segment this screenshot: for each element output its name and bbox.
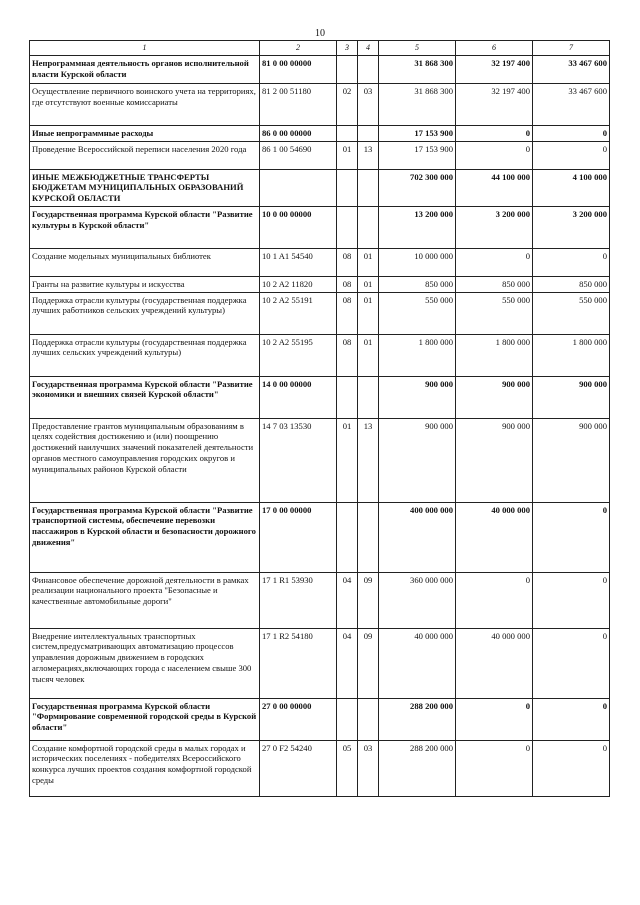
row-subsection-cell — [358, 502, 379, 572]
table-row — [30, 292, 610, 334]
row-amount-cell-2: 900 000 — [456, 418, 533, 502]
row-amount-cell-2: 900 000 — [456, 376, 533, 418]
row-section-cell: 01 — [337, 418, 358, 502]
table-row — [30, 628, 610, 698]
row-amount-cell-1: 31 868 300 — [379, 56, 456, 84]
row-subsection-cell — [358, 126, 379, 142]
row-amount-cell-1: 900 000 — [379, 376, 456, 418]
row-section-cell: 04 — [337, 628, 358, 698]
row-amount-cell-1: 900 000 — [379, 418, 456, 502]
row-name-cell: Гранты на развитие культуры и искусства — [30, 276, 260, 292]
row-amount-cell-3: 0 — [533, 502, 610, 572]
row-code-cell: 81 0 00 00000 — [260, 56, 337, 84]
row-amount-cell-2: 0 — [456, 740, 533, 796]
row-amount-cell-2: 40 000 000 — [456, 628, 533, 698]
row-amount-cell-2: 0 — [456, 572, 533, 628]
table-row — [30, 169, 610, 206]
row-amount-cell-3: 0 — [533, 248, 610, 276]
row-section-cell: 02 — [337, 84, 358, 126]
row-amount-cell-3: 4 100 000 — [533, 169, 610, 206]
row-amount-cell-1: 13 200 000 — [379, 206, 456, 248]
row-name-cell: Проведение Всероссийской переписи населения 2020 года — [30, 141, 260, 169]
row-subsection-cell: 13 — [358, 141, 379, 169]
row-amount-cell-2: 40 000 000 — [456, 502, 533, 572]
row-name-cell: Государственная программа Курской области "Развитие транспортной системы, обеспечение перевозки пассажиров в Курской области и безопасности дорожного движения" — [30, 502, 260, 572]
row-subsection-cell — [358, 169, 379, 206]
row-amount-cell-3: 0 — [533, 698, 610, 740]
row-subsection-cell: 01 — [358, 276, 379, 292]
table-row — [30, 418, 610, 502]
table-row — [30, 56, 610, 84]
row-subsection-cell — [358, 698, 379, 740]
row-subsection-cell: 01 — [358, 334, 379, 376]
column-header: 4 — [358, 41, 379, 56]
row-section-cell: 08 — [337, 334, 358, 376]
row-section-cell: 08 — [337, 276, 358, 292]
table-row — [30, 84, 610, 126]
row-section-cell — [337, 126, 358, 142]
row-section-cell — [337, 169, 358, 206]
row-amount-cell-1: 40 000 000 — [379, 628, 456, 698]
row-amount-cell-3: 900 000 — [533, 376, 610, 418]
row-code-cell: 10 2 A2 55195 — [260, 334, 337, 376]
row-amount-cell-3: 1 800 000 — [533, 334, 610, 376]
row-amount-cell-1: 850 000 — [379, 276, 456, 292]
row-code-cell: 10 1 A1 54540 — [260, 248, 337, 276]
table-row — [30, 141, 610, 169]
row-amount-cell-3: 33 467 600 — [533, 56, 610, 84]
table-row — [30, 206, 610, 248]
row-code-cell: 10 2 A2 11820 — [260, 276, 337, 292]
row-amount-cell-2: 0 — [456, 126, 533, 142]
row-code-cell: 27 0 00 00000 — [260, 698, 337, 740]
budget-table — [29, 40, 610, 797]
row-name-cell: Осуществление первичного воинского учета на территориях, где отсутствуют военные комиссариаты — [30, 84, 260, 126]
row-amount-cell-1: 360 000 000 — [379, 572, 456, 628]
row-amount-cell-3: 850 000 — [533, 276, 610, 292]
row-name-cell: Государственная программа Курской области "Формирование современной городской среды в Курской области" — [30, 698, 260, 740]
row-amount-cell-2: 44 100 000 — [456, 169, 533, 206]
row-amount-cell-3: 900 000 — [533, 418, 610, 502]
column-header: 5 — [379, 41, 456, 56]
row-amount-cell-1: 702 300 000 — [379, 169, 456, 206]
row-name-cell: Иные непрограммные расходы — [30, 126, 260, 142]
column-header: 7 — [533, 41, 610, 56]
row-code-cell: 17 1 R1 53930 — [260, 572, 337, 628]
row-amount-cell-1: 288 200 000 — [379, 740, 456, 796]
row-section-cell: 04 — [337, 572, 358, 628]
row-section-cell: 08 — [337, 248, 358, 276]
row-amount-cell-3: 33 467 600 — [533, 84, 610, 126]
row-amount-cell-1: 288 200 000 — [379, 698, 456, 740]
table-row — [30, 276, 610, 292]
row-code-cell: 17 1 R2 54180 — [260, 628, 337, 698]
row-code-cell: 86 0 00 00000 — [260, 126, 337, 142]
row-section-cell — [337, 376, 358, 418]
row-code-cell: 27 0 F2 54240 — [260, 740, 337, 796]
row-code-cell: 81 2 00 51180 — [260, 84, 337, 126]
table-row — [30, 502, 610, 572]
row-amount-cell-2: 32 197 400 — [456, 56, 533, 84]
row-amount-cell-3: 0 — [533, 740, 610, 796]
column-header: 6 — [456, 41, 533, 56]
row-amount-cell-3: 0 — [533, 126, 610, 142]
row-amount-cell-2: 32 197 400 — [456, 84, 533, 126]
row-name-cell: Создание модельных муниципальных библиотек — [30, 248, 260, 276]
table-row — [30, 698, 610, 740]
row-name-cell: Внедрение интеллектуальных транспортных систем,предусматривающих автоматизацию процессов управления дорожным движением в городских агломерациях,включающих города с населением свыше 300 тысяч человек — [30, 628, 260, 698]
row-section-cell — [337, 698, 358, 740]
row-name-cell: Финансовое обеспечение дорожной деятельности в рамках реализации национального проекта "Безопасные и качественные автомобильные дороги" — [30, 572, 260, 628]
row-name-cell: Государственная программа Курской области "Развитие экономики и внешних связей Курской области" — [30, 376, 260, 418]
row-section-cell — [337, 206, 358, 248]
table-row — [30, 376, 610, 418]
row-code-cell: 10 2 A2 55191 — [260, 292, 337, 334]
row-code-cell — [260, 169, 337, 206]
table-row — [30, 572, 610, 628]
row-section-cell: 08 — [337, 292, 358, 334]
row-amount-cell-2: 0 — [456, 141, 533, 169]
row-code-cell: 14 0 00 00000 — [260, 376, 337, 418]
row-subsection-cell — [358, 376, 379, 418]
page-number: 10 — [315, 28, 325, 39]
table-row — [30, 248, 610, 276]
row-subsection-cell — [358, 56, 379, 84]
row-name-cell: Создание комфортной городской среды в малых городах и исторических поселениях - победителях Всероссийского конкурса лучших проектов создания комфортной городской среды — [30, 740, 260, 796]
row-amount-cell-2: 0 — [456, 248, 533, 276]
row-section-cell: 01 — [337, 141, 358, 169]
row-code-cell: 10 0 00 00000 — [260, 206, 337, 248]
row-amount-cell-2: 550 000 — [456, 292, 533, 334]
row-name-cell: ИНЫЕ МЕЖБЮДЖЕТНЫЕ ТРАНСФЕРТЫ БЮДЖЕТАМ МУНИЦИПАЛЬНЫХ ОБРАЗОВАНИЙ КУРСКОЙ ОБЛАСТИ — [30, 169, 260, 206]
row-amount-cell-2: 850 000 — [456, 276, 533, 292]
row-code-cell: 17 0 00 00000 — [260, 502, 337, 572]
row-amount-cell-1: 400 000 000 — [379, 502, 456, 572]
row-subsection-cell: 01 — [358, 248, 379, 276]
table-header-row — [30, 41, 610, 56]
row-name-cell: Поддержка отрасли культуры (государственная поддержка лучших сельских учреждений культуры) — [30, 334, 260, 376]
row-amount-cell-1: 17 153 900 — [379, 141, 456, 169]
column-header: 2 — [260, 41, 337, 56]
row-subsection-cell: 03 — [358, 740, 379, 796]
row-amount-cell-3: 0 — [533, 141, 610, 169]
row-name-cell: Поддержка отрасли культуры (государственная поддержка лучших работников сельских учреждений культуры) — [30, 292, 260, 334]
row-subsection-cell: 09 — [358, 628, 379, 698]
row-amount-cell-1: 550 000 — [379, 292, 456, 334]
row-section-cell — [337, 56, 358, 84]
row-amount-cell-2: 0 — [456, 698, 533, 740]
column-header: 1 — [30, 41, 260, 56]
row-section-cell: 05 — [337, 740, 358, 796]
row-code-cell: 86 1 00 54690 — [260, 141, 337, 169]
row-subsection-cell: 01 — [358, 292, 379, 334]
row-amount-cell-1: 10 000 000 — [379, 248, 456, 276]
row-subsection-cell: 03 — [358, 84, 379, 126]
row-section-cell — [337, 502, 358, 572]
row-subsection-cell — [358, 206, 379, 248]
row-amount-cell-3: 550 000 — [533, 292, 610, 334]
row-name-cell: Предоставление грантов муниципальным образованиям в целях содействия достижению и (или) поощрению достижений наилучших значений показателей деятельности органов местного самоуправления городских округов и муниципальных районов Курской области — [30, 418, 260, 502]
row-amount-cell-3: 3 200 000 — [533, 206, 610, 248]
table-row — [30, 740, 610, 796]
row-amount-cell-2: 3 200 000 — [456, 206, 533, 248]
row-amount-cell-1: 31 868 300 — [379, 84, 456, 126]
row-amount-cell-3: 0 — [533, 628, 610, 698]
row-subsection-cell: 13 — [358, 418, 379, 502]
table-row — [30, 126, 610, 142]
row-subsection-cell: 09 — [358, 572, 379, 628]
row-amount-cell-1: 17 153 900 — [379, 126, 456, 142]
table-row — [30, 334, 610, 376]
row-name-cell: Непрограммная деятельность органов исполнительной власти Курской области — [30, 56, 260, 84]
column-header: 3 — [337, 41, 358, 56]
row-amount-cell-1: 1 800 000 — [379, 334, 456, 376]
row-code-cell: 14 7 03 13530 — [260, 418, 337, 502]
row-amount-cell-2: 1 800 000 — [456, 334, 533, 376]
row-amount-cell-3: 0 — [533, 572, 610, 628]
row-name-cell: Государственная программа Курской области "Развитие культуры в Курской области" — [30, 206, 260, 248]
